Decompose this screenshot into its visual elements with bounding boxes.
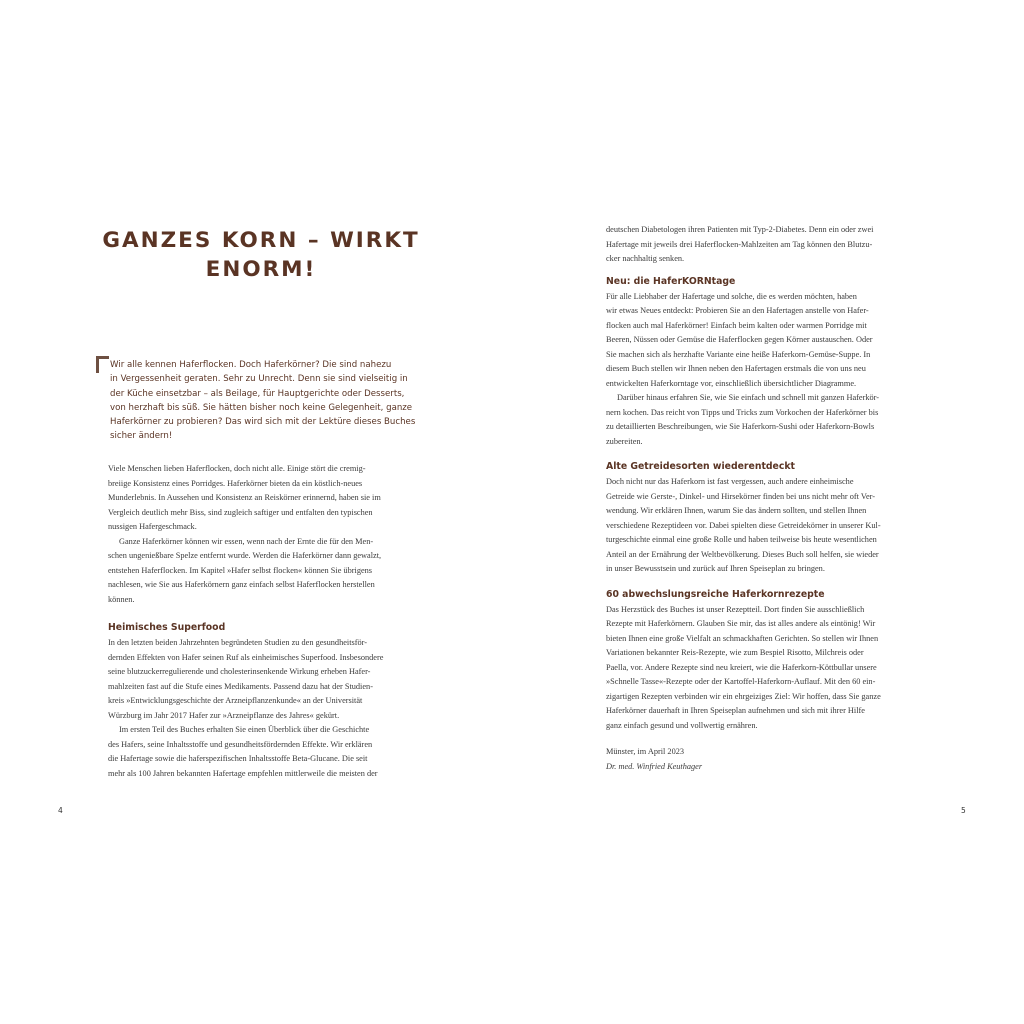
section-heading: Alte Getreidesorten wiederentdeckt [606,461,795,472]
chapter-title [96,226,426,284]
text-line: turgeschichte einmal eine große Rolle und haben teilweise bis heute wesentlichen [606,535,877,544]
text-line: wir etwas Neues entdeckt: Probieren Sie an den Hafertagen anstelle von Hafer- [606,306,869,315]
text-line: Darüber hinaus erfahren Sie, wie Sie einfach und schnell mit ganzen Haferkör- [617,393,880,402]
text-line: Getreide wie Gerste-, Dinkel- und Hirsekörner finden bei uns nicht mehr oft Ver- [606,491,876,501]
text-line: Anteil an der Ernährung der Weltbevölkerung. Dieses Buch soll helfen, sie wieder [606,549,879,559]
text-line: Variationen bekannter Reis-Rezepte, wie zum Bespiel Risotto, Milchreis oder [606,648,864,657]
chapter-title-line: ENORM! [205,257,317,282]
text-line: Würzburg im Jahr 2017 Hafer zur »Arzneipflanze des Jahres« gekürt. [108,710,340,720]
body-paragraph [108,723,420,781]
page-number-right: 5 [961,806,966,815]
body-paragraph [606,603,918,734]
text-line: Hafertage mit jeweils drei Haferflocken-Mahlzeiten am Tag können den Blutzu- [606,239,873,249]
text-line: Paella, vor. Andere Rezepte sind neu kreiert, wie die Haferkorn-Köttbullar unsere [606,662,877,672]
text-line: Viele Menschen lieben Haferflocken, doch nicht alle. Einige stört die cremig- [108,464,366,473]
text-line: Ganze Haferkörner können wir essen, wenn nach der Ernte die für den Men- [119,536,374,546]
text-line: Beeren, Nüssen oder Gemüse die Haferflocken gegen Körner austauschen. Oder [606,335,873,344]
text-line: zubereiten. [606,436,643,446]
text-line: entstehen Haferflocken. Im Kapitel »Hafer selbst flocken« können Sie übrigens [108,565,373,575]
body-paragraph [606,475,918,577]
signature-place-date: Münster, im April 2023 [606,747,685,756]
page-number-left: 4 [58,806,63,815]
text-line: flocken auch mal Haferkörner! Einfach beim kalten oder warmen Porridge mit [606,320,867,330]
text-line: Für alle Liebhaber der Hafertage und solche, die es werden möchten, haben [606,291,857,301]
text-line: Haferkörner zu probieren? Das wird sich mit der Lektüre dieses Buches [110,417,416,428]
text-line: bieten Ihnen eine große Vielfalt an schmackhaften Gerichten. So stellen wir Ihnen [606,633,879,643]
text-line: deutschen Diabetologen ihren Patienten mit Typ-2-Diabetes. Denn ein oder zwei [606,225,874,234]
text-line: des Hafers, seine Inhaltsstoffe und gesundheitsfördernden Effekte. Wir erklären [108,739,373,749]
text-line: Im ersten Teil des Buches erhalten Sie einen Überblick über die Geschichte [119,725,370,734]
text-line: Vergleich deutlich mehr Biss, sind zugleich saftiger und entfalten den typischen [108,507,373,517]
text-line: nern kochen. Das reicht von Tipps und Tricks zum Vorkochen der Haferkörner bis [606,407,879,417]
text-line: Das Herzstück des Buches ist unser Rezeptteil. Dort finden Sie ausschließlich [606,604,865,614]
section-heading: Neu: die HaferKORNtage [606,275,736,287]
text-line: sicher ändern! [110,431,173,442]
right-body-column [606,223,918,774]
text-line: Haferkörner dauerhaft in Ihren Speiseplan aufnehmen und sich mit ihrer Hilfe [606,706,865,715]
chapter-title-line: GANZES KORN – WIRKT [102,228,420,253]
text-line: wendung. Wir erklären Ihnen, warum Sie das ändern sollten, und stellen Ihnen [606,506,867,515]
text-line: Doch nicht nur das Haferkorn ist fast vergessen, auch andere einheimische [606,477,854,486]
section-heading: Heimisches Superfood [108,622,226,633]
body-paragraph [108,636,420,723]
signature-author: Dr. med. Winfried Keuthager [606,761,703,771]
text-line: verschiedene Rezeptideen vor. Dabei spielten diese Getreidekörner in unserer Kul- [606,520,881,530]
text-line: diesem Buch stellen wir Ihnen neben den Hafertagen erstmals die von uns neu [606,364,866,373]
body-paragraph [606,290,918,392]
text-line: Munderlebnis. In Aussehen und Konsistenz an Reiskörner erinnernd, haben sie im [108,493,381,502]
text-line: der Küche einsetzbar – als Beilage, für Hauptgerichte oder Desserts, [110,388,405,399]
text-line: nussigen Hafergeschmack. [108,522,197,531]
text-line: in Vergessenheit geraten. Sehr zu Unrecht. Denn sie sind vielseitig in [110,374,408,385]
text-line: breiige Konsistenz eines Porridges. Haferkörner bieten da ein köstlich-neues [108,478,363,488]
text-line: Rezepte mit Haferkörnern. Glauben Sie mir, das ist alles andere als eintönig! Wir [606,619,876,628]
body-paragraph [606,223,918,267]
section-heading: 60 abwechslungsreiche Haferkornrezepte [606,588,825,600]
body-paragraph [108,535,420,608]
text-line: zu detaillierten Beschreibungen, wie Sie Haferkorn-Sushi oder Haferkorn-Bowls [606,422,875,431]
text-line: Wir alle kennen Haferflocken. Doch Haferkörner? Die sind nahezu [110,360,392,370]
text-line: zigartigen Rezepten verbinden wir ein ehrgeiziges Ziel: Wir hoffen, dass Sie ganze [606,691,881,701]
text-line: nachlesen, wie Sie aus Haferkörnern ganz einfach selbst Haferflocken herstellen [108,580,375,589]
text-line: schen ungenießbare Spelze entfernt wurde. Werden die Haferkörner dann gewalzt, [108,551,382,560]
intro-paragraph [110,358,430,444]
text-line: »Schnelle Tasse«-Rezepte oder der Kartoffel-Haferkorn-Auflauf. Mit den 60 ein- [606,677,876,686]
text-line: ganz einfach gesund und vollwertig ernähren. [606,720,758,730]
text-line: cker nachhaltig senken. [606,254,685,263]
text-line: Sie machen sich als herzhafte Variante eine heiße Haferkorn-Gemüse-Suppe. In [606,349,871,359]
text-line: in unser Bewusstsein und zurück auf Ihren Speiseplan zu bringen. [606,564,825,573]
text-line: entwickelten Haferkorntage vor, einschließlich übersichtlicher Diagramme. [606,378,857,388]
body-paragraph [108,462,420,535]
text-line: von herzhaft bis süß. Sie hätten bisher noch keine Gelegenheit, ganze [110,402,413,413]
text-line: kreis »Entwicklungsgeschichte der Arzneipflanzenkunde« an der Universität [108,696,363,705]
text-line: mehr als 100 Jahren bekannten Hafertage empfehlen mittlerweile die meisten der [108,768,378,778]
text-line: mahlzeiten fast auf die Stufe eines Medikaments. Passend dazu hat der Studien- [108,681,373,691]
text-line: seine blutzuckerregulierende und cholesterinsenkende Wirkung erheben Hafer- [108,667,371,676]
left-body-column [108,462,420,781]
text-line: In den letzten beiden Jahrzehnten begründeten Studien zu den gesundheitsför- [108,638,368,647]
intro-corner-mark [96,356,109,373]
text-line: können. [108,594,135,604]
text-line: die Hafertage sowie die haferspezifischen Inhaltsstoffe Beta-Glucane. Die seit [108,754,368,763]
text-line: dernden Effekten von Hafer seinen Ruf als einheimisches Superfood. Insbesondere [108,652,384,662]
body-paragraph [606,391,918,449]
